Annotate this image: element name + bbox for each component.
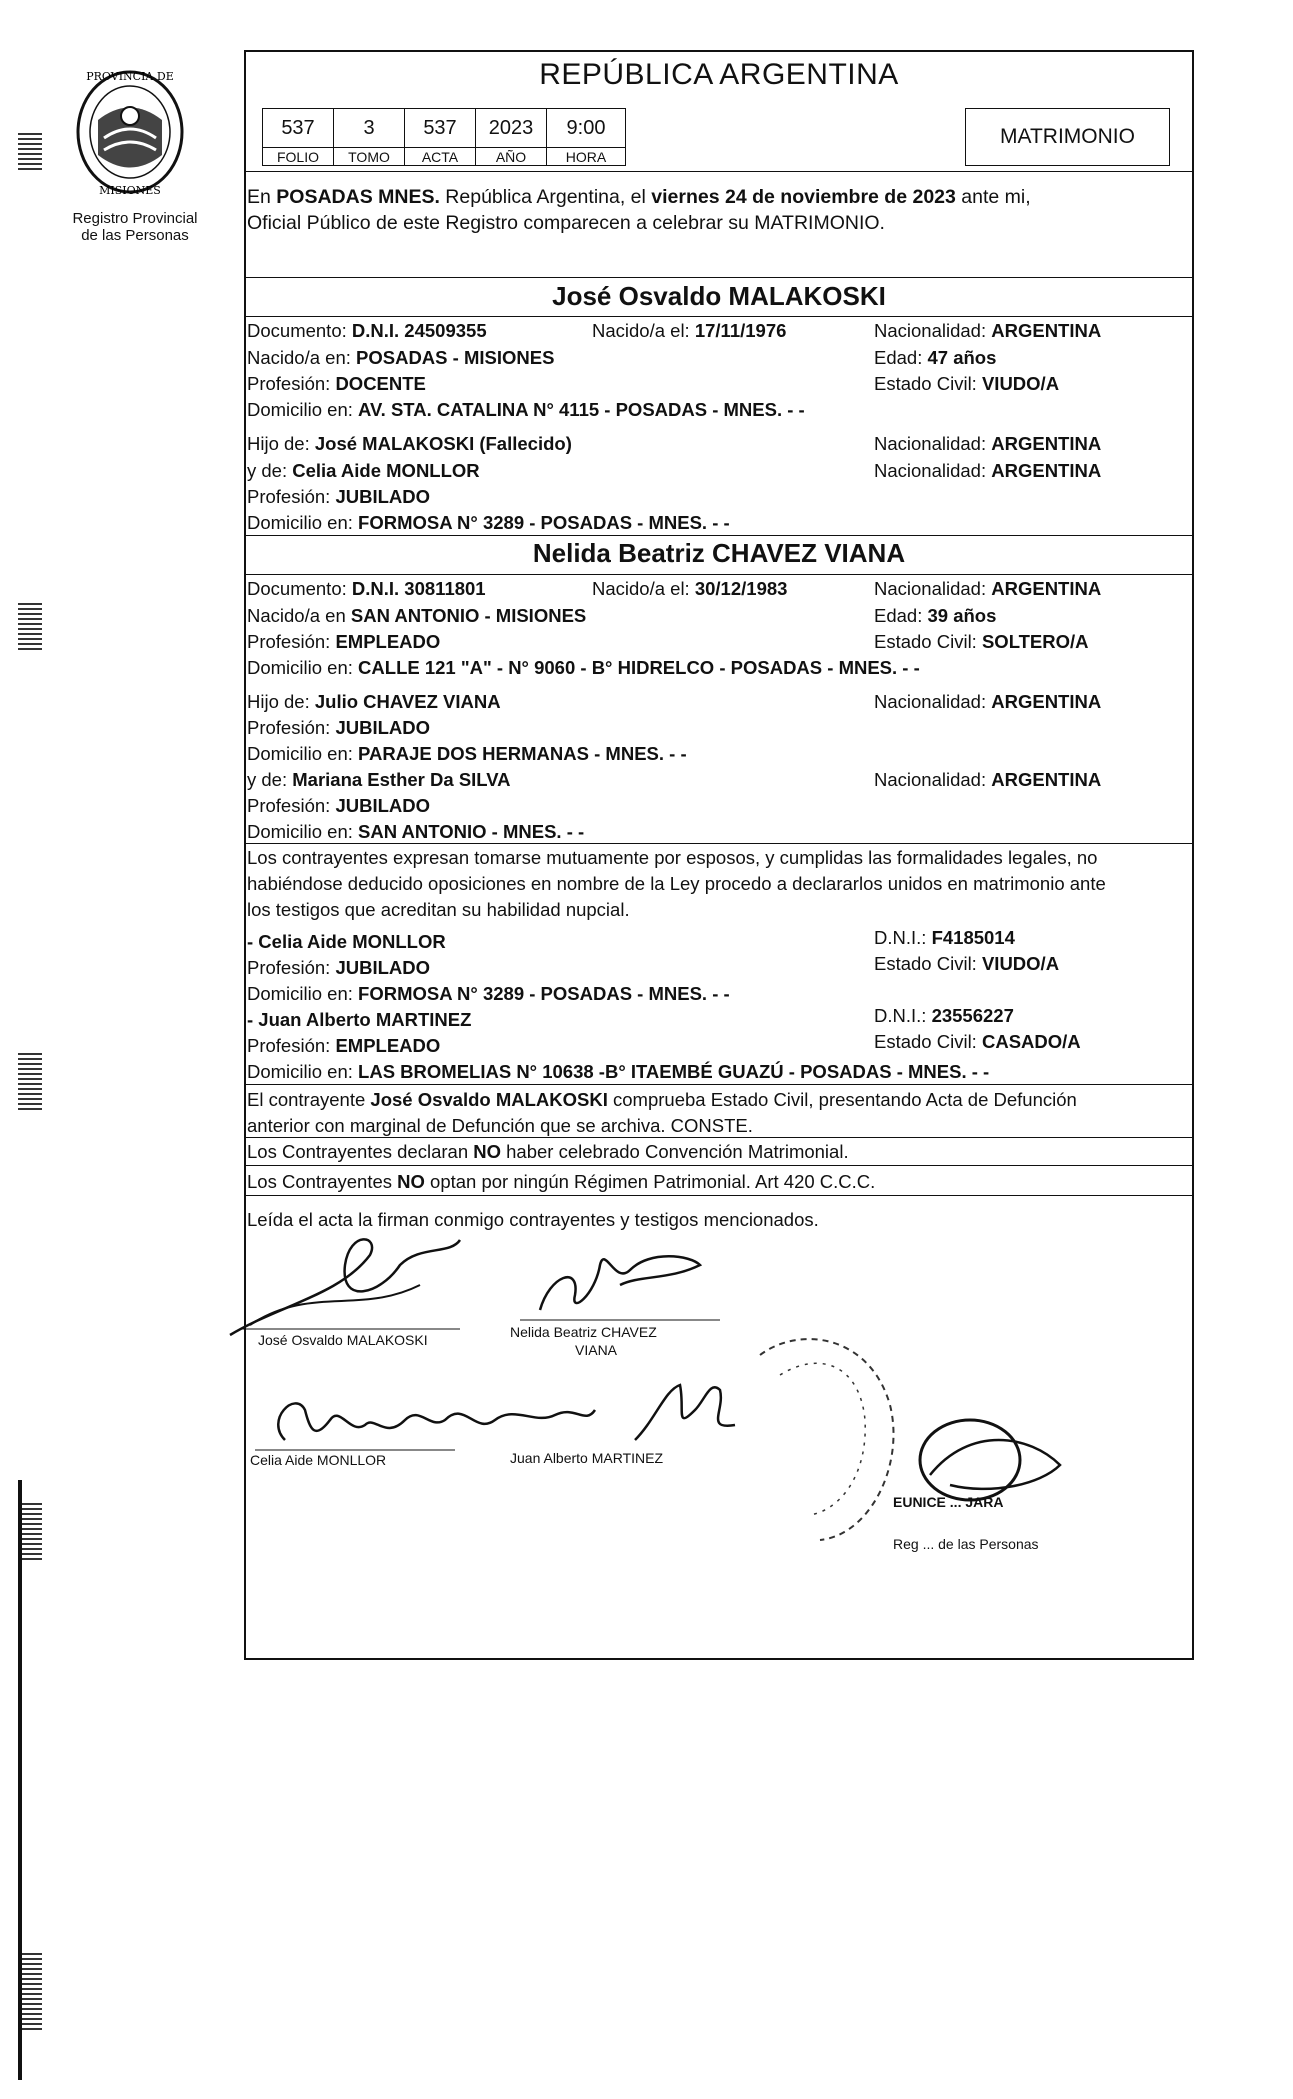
spouse2-document: Documento: D.N.I. 30811801 [247, 578, 486, 599]
registry-caption-line1: Registro Provincial [72, 210, 198, 227]
declaration-line1: Los contrayentes expresan tomarse mutuamente por esposos, y cumplidas las formalidades legales, no [247, 847, 1098, 868]
official-title: Reg ... de las Personas [893, 1536, 1039, 1552]
witness2-civil-status: Estado Civil: CASADO/A [874, 1031, 1081, 1052]
signature-witness2-icon [625, 1370, 745, 1460]
spouse2-profession: Profesión: EMPLEADO [247, 631, 441, 652]
convention-line1: Los Contrayentes declaran NO haber celebrado Convención Matrimonial. [247, 1141, 849, 1162]
declaration-line2: habiéndose deducido oposiciones en nombre de la Ley procedo a declararlos unidos en matrimonio ante [247, 873, 1106, 894]
witness2-name: - Juan Alberto MARTINEZ [247, 1009, 472, 1030]
spouse1-address: Domicilio en: AV. STA. CATALINA N° 4115 - POSADAS - MNES. - - [247, 399, 805, 420]
spouse2-mother-profession: Profesión: JUBILADO [247, 795, 430, 816]
scan-mark [18, 130, 42, 170]
spouse2-birthdate: Nacido/a el: 30/12/1983 [592, 578, 788, 599]
folio-table [262, 108, 626, 166]
province-emblem-icon [60, 60, 200, 200]
year-label: AÑO [476, 148, 547, 166]
spouse2-birthplace: Nacido/a en SAN ANTONIO - MISIONES [247, 605, 587, 626]
signature-witness1-icon [255, 1380, 615, 1460]
witness1-address: Domicilio en: FORMOSA N° 3289 - POSADAS - MNES. - - [247, 983, 730, 1004]
spouse1-name: José Osvaldo MALAKOSKI [552, 281, 886, 311]
intro-line2: Oficial Público de este Registro comparecen a celebrar su MATRIMONIO. [247, 212, 885, 234]
signature-spouse2-icon [520, 1235, 720, 1325]
spouse1-parents-address: Domicilio en: FORMOSA N° 3289 - POSADAS - MNES. - - [247, 512, 730, 533]
signature-caption-witness2: Juan Alberto MARTINEZ [510, 1450, 664, 1466]
spouse2-mother-nationality: Nacionalidad: ARGENTINA [874, 769, 1102, 790]
acta-value: 537 [405, 109, 476, 148]
emblem-text-top: PROVINCIA DE [86, 70, 174, 83]
closing-statement: Leída el acta la firman conmigo contrayentes y testigos mencionados. [247, 1209, 819, 1230]
spouse2-father-address: Domicilio en: PARAJE DOS HERMANAS - MNES. - - [247, 743, 687, 764]
spouse2-civil-status: Estado Civil: SOLTERO/A [874, 631, 1089, 652]
scan-edge-line [18, 1480, 22, 2080]
declaration-line3: los testigos que acreditan su habilidad nupcial. [247, 899, 630, 920]
spouse1-age: Edad: 47 años [874, 347, 997, 368]
witness1-name: - Celia Aide MONLLOR [247, 931, 446, 952]
civil-status-note-line2: anterior con marginal de Defunción que se archiva. CONSTE. [247, 1115, 753, 1136]
spouse1-nationality: Nacionalidad: ARGENTINA [874, 320, 1102, 341]
witness2-profession: Profesión: EMPLEADO [247, 1035, 441, 1056]
spouse1-document: Documento: D.N.I. 24509355 [247, 320, 487, 341]
scan-mark [18, 1050, 42, 1110]
tomo-label: TOMO [334, 148, 405, 166]
hour-label: HORA [547, 148, 626, 166]
spouse1-birthdate: Nacido/a el: 17/11/1976 [592, 320, 787, 341]
signature-caption-spouse2-line1: Nelida Beatriz CHAVEZ [510, 1324, 657, 1340]
convention-line2: Los Contrayentes NO optan por ningún Régimen Patrimonial. Art 420 C.C.C. [247, 1171, 876, 1192]
official-seal-icon [740, 1325, 900, 1555]
spouse1-profession: Profesión: DOCENTE [247, 373, 426, 394]
spouse2-age: Edad: 39 años [874, 605, 997, 626]
civil-status-note-line1: El contrayente José Osvaldo MALAKOSKI comprueba Estado Civil, presentando Acta de Defunción [247, 1089, 1077, 1110]
emblem-text-bottom: MISIONES [99, 184, 161, 197]
spouse1-birthplace: Nacido/a en: POSADAS - MISIONES [247, 347, 555, 368]
signature-caption-spouse2-line2: VIANA [575, 1342, 618, 1358]
spouse2-address: Domicilio en: CALLE 121 "A" - N° 9060 - B° HIDRELCO - POSADAS - MNES. - - [247, 657, 920, 678]
registry-caption-line2: de las Personas [81, 227, 189, 244]
spouse1-civil-status: Estado Civil: VIUDO/A [874, 373, 1060, 394]
spouse2-name: Nelida Beatriz CHAVEZ VIANA [532, 538, 906, 568]
folio-value: 537 [263, 109, 334, 148]
spouse2-mother: y de: Mariana Esther Da SILVA [247, 769, 511, 790]
witness2-dni: D.N.I.: 23556227 [874, 1005, 1014, 1026]
spouse1-father-nationality: Nacionalidad: ARGENTINA [874, 433, 1102, 454]
year-value: 2023 [476, 109, 547, 148]
spouse1-father: Hijo de: José MALAKOSKI (Fallecido) [247, 433, 572, 454]
folio-label: FOLIO [263, 148, 334, 166]
page-title: REPÚBLICA ARGENTINA [539, 58, 899, 91]
signature-caption-witness1: Celia Aide MONLLOR [250, 1452, 387, 1468]
witness1-profession: Profesión: JUBILADO [247, 957, 430, 978]
spouse1-mother-nationality: Nacionalidad: ARGENTINA [874, 460, 1102, 481]
spouse2-father-profession: Profesión: JUBILADO [247, 717, 430, 738]
spouse2-mother-address: Domicilio en: SAN ANTONIO - MNES. - - [247, 821, 585, 842]
witness1-civil-status: Estado Civil: VIUDO/A [874, 953, 1060, 974]
spouse2-father: Hijo de: Julio CHAVEZ VIANA [247, 691, 501, 712]
hour-value: 9:00 [547, 109, 626, 148]
acta-label: ACTA [405, 148, 476, 166]
spouse2-father-nationality: Nacionalidad: ARGENTINA [874, 691, 1102, 712]
signature-caption-spouse1: José Osvaldo MALAKOSKI [258, 1332, 428, 1348]
act-kind-box: MATRIMONIO [965, 108, 1170, 166]
witness2-address: Domicilio en: LAS BROMELIAS N° 10638 -B° ITAEMBÉ GUAZÚ - POSADAS - MNES. - - [247, 1061, 990, 1082]
scan-mark [18, 600, 42, 650]
official-name: EUNICE ... JARA [893, 1494, 1004, 1510]
tomo-value: 3 [334, 109, 405, 148]
spouse1-parents-profession: Profesión: JUBILADO [247, 486, 430, 507]
witness1-dni: D.N.I.: F4185014 [874, 927, 1015, 948]
intro-line1: En POSADAS MNES. República Argentina, el viernes 24 de noviembre de 2023 ante mi, [247, 186, 1031, 208]
signature-spouse1-icon [220, 1225, 480, 1345]
spouse2-nationality: Nacionalidad: ARGENTINA [874, 578, 1102, 599]
spouse1-mother: y de: Celia Aide MONLLOR [247, 460, 480, 481]
